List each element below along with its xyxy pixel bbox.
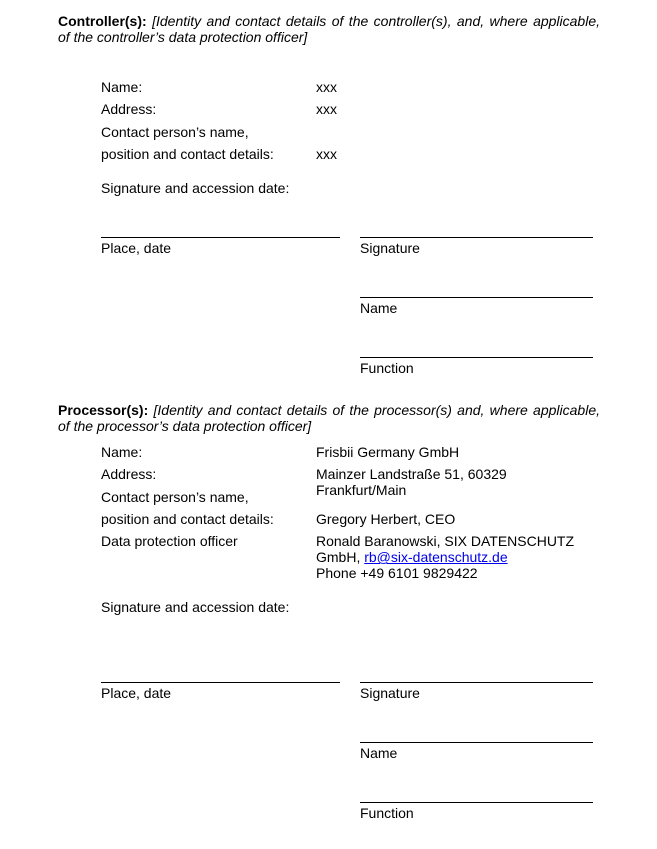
dpo-email-link[interactable]: rb@six-datenschutz.de <box>364 549 508 566</box>
field-label: Name: <box>101 444 143 460</box>
function-signature-line <box>360 802 593 821</box>
field-value <box>316 533 600 581</box>
signature-line-label: Function <box>360 805 414 821</box>
field-label: Data protection officer <box>101 533 238 550</box>
controller-heading <box>58 13 600 45</box>
field-value: Mainzer Landstraße 51, 60329 Frankfurt/Main <box>316 466 507 499</box>
field-value: xxx <box>316 101 337 118</box>
processor-subtitle: [Identity and contact details of the processor(s) and, where applicable, of the processor’s data protection officer] <box>58 402 600 434</box>
dpo-line-1: Ronald Baranowski, SIX DATENSCHUTZ <box>316 533 575 550</box>
field-row-dpo <box>101 533 600 581</box>
processor-signature-area <box>101 682 593 827</box>
field-row-name <box>101 79 600 101</box>
field-label: Contact person’s name, <box>101 488 249 505</box>
place-date-signature-line <box>101 682 340 701</box>
controller-signature-heading: Signature and accession date: <box>101 180 290 196</box>
signature-line-label: Name <box>360 745 398 761</box>
field-label: Address: <box>101 101 157 118</box>
field-value: Frisbii Germany GmbH <box>316 444 460 460</box>
dpo-line-3: Phone +49 6101 9829422 <box>316 565 478 582</box>
name-signature-line <box>360 742 593 761</box>
field-row-position-contact <box>101 511 600 533</box>
signature-line-label: Function <box>360 360 414 376</box>
field-label: position and contact details: <box>101 145 274 162</box>
processor-title: Processor(s): <box>58 402 149 418</box>
field-value: Gregory Herbert, CEO <box>316 510 456 527</box>
function-signature-line <box>360 357 593 376</box>
name-signature-line <box>360 297 593 316</box>
controller-title: Controller(s): <box>58 13 147 29</box>
dpo-line-2-prefix: GmbH, <box>316 549 365 566</box>
signature-line-label: Signature <box>360 240 420 256</box>
field-label: position and contact details: <box>101 510 274 527</box>
signature-line-label: Name <box>360 300 398 316</box>
processor-fields <box>101 444 600 581</box>
signature-line-label: Place, date <box>101 685 172 701</box>
signature-signature-line <box>360 682 593 701</box>
processor-signature-heading: Signature and accession date: <box>101 599 290 615</box>
field-label: Contact person’s name, <box>101 123 249 140</box>
signature-line-label: Signature <box>360 685 420 701</box>
field-label: Name: <box>101 79 143 95</box>
field-value: xxx <box>316 79 337 95</box>
dpo-line-2 <box>316 549 600 565</box>
place-date-signature-line <box>101 237 340 256</box>
field-row-contact-person <box>101 124 600 146</box>
field-row-position-contact <box>101 146 600 168</box>
field-value: xxx <box>316 145 337 162</box>
signature-line-label: Place, date <box>101 240 172 256</box>
controller-subtitle: [Identity and contact details of the controller(s), and, where applicable, of the controller’s data protection officer] <box>58 13 601 45</box>
controller-signature-area <box>101 237 593 382</box>
field-row-name <box>101 444 600 466</box>
controller-fields <box>101 79 600 168</box>
field-label: Address: <box>101 466 157 483</box>
field-row-address <box>101 101 600 123</box>
signature-signature-line <box>360 237 593 256</box>
processor-heading <box>58 402 600 434</box>
